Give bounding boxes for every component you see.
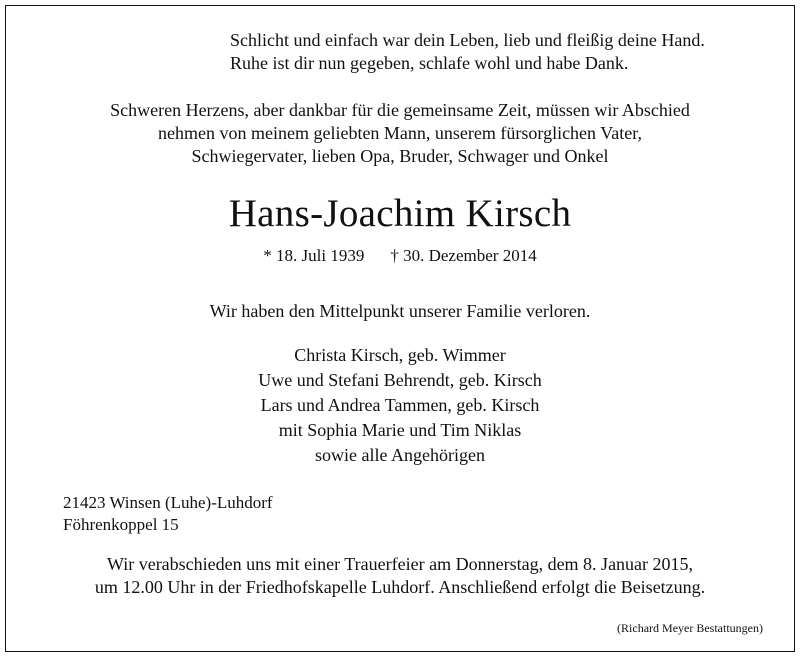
intro-text bbox=[0, 99, 800, 168]
family-statement bbox=[0, 300, 800, 323]
mourner-line: sowie alle Angehörigen bbox=[315, 445, 485, 465]
mourner-line: mit Sophia Marie und Tim Niklas bbox=[278, 420, 522, 440]
mourner-line: Christa Kirsch, geb. Wimmer bbox=[294, 345, 506, 365]
family-address bbox=[63, 492, 273, 536]
intro-line: nehmen von meinem geliebten Mann, unserem fürsorglichen Vater, bbox=[158, 123, 642, 143]
intro-line: Schwiegervater, lieben Opa, Bruder, Schwager und Onkel bbox=[191, 146, 609, 166]
death-date: † 30. Dezember 2014 bbox=[390, 246, 537, 265]
address-line: 21423 Winsen (Luhe)-Luhdorf bbox=[63, 493, 273, 512]
intro-line: Schweren Herzens, aber dankbar für die gemeinsame Zeit, müssen wir Abschied bbox=[110, 100, 690, 120]
motto-verse bbox=[230, 29, 705, 75]
statement-line: Wir haben den Mittelpunkt unserer Familie verloren. bbox=[209, 301, 591, 321]
life-dates bbox=[0, 245, 800, 267]
service-line: Wir verabschieden uns mit einer Trauerfeier am Donnerstag, dem 8. Januar 2015, bbox=[106, 554, 694, 574]
motto-line: Schlicht und einfach war dein Leben, lieb und fleißig deine Hand. bbox=[230, 30, 705, 50]
funeral-service-info bbox=[0, 553, 800, 599]
deceased-name: Hans-Joachim Kirsch bbox=[228, 192, 572, 235]
mourners-list bbox=[0, 343, 800, 468]
motto-line: Ruhe ist dir nun gegeben, schlafe wohl und habe Dank. bbox=[230, 53, 629, 73]
mourner-line: Uwe und Stefani Behrendt, geb. Kirsch bbox=[258, 370, 542, 390]
mourner-line: Lars und Andrea Tammen, geb. Kirsch bbox=[260, 395, 540, 415]
service-line: um 12.00 Uhr in der Friedhofskapelle Luhdorf. Anschließend erfolgt die Beisetzung. bbox=[94, 577, 706, 597]
undertaker-credit: (Richard Meyer Bestattungen) bbox=[617, 621, 763, 635]
address-line: Föhrenkoppel 15 bbox=[63, 515, 179, 534]
birth-date: * 18. Juli 1939 bbox=[263, 246, 365, 265]
